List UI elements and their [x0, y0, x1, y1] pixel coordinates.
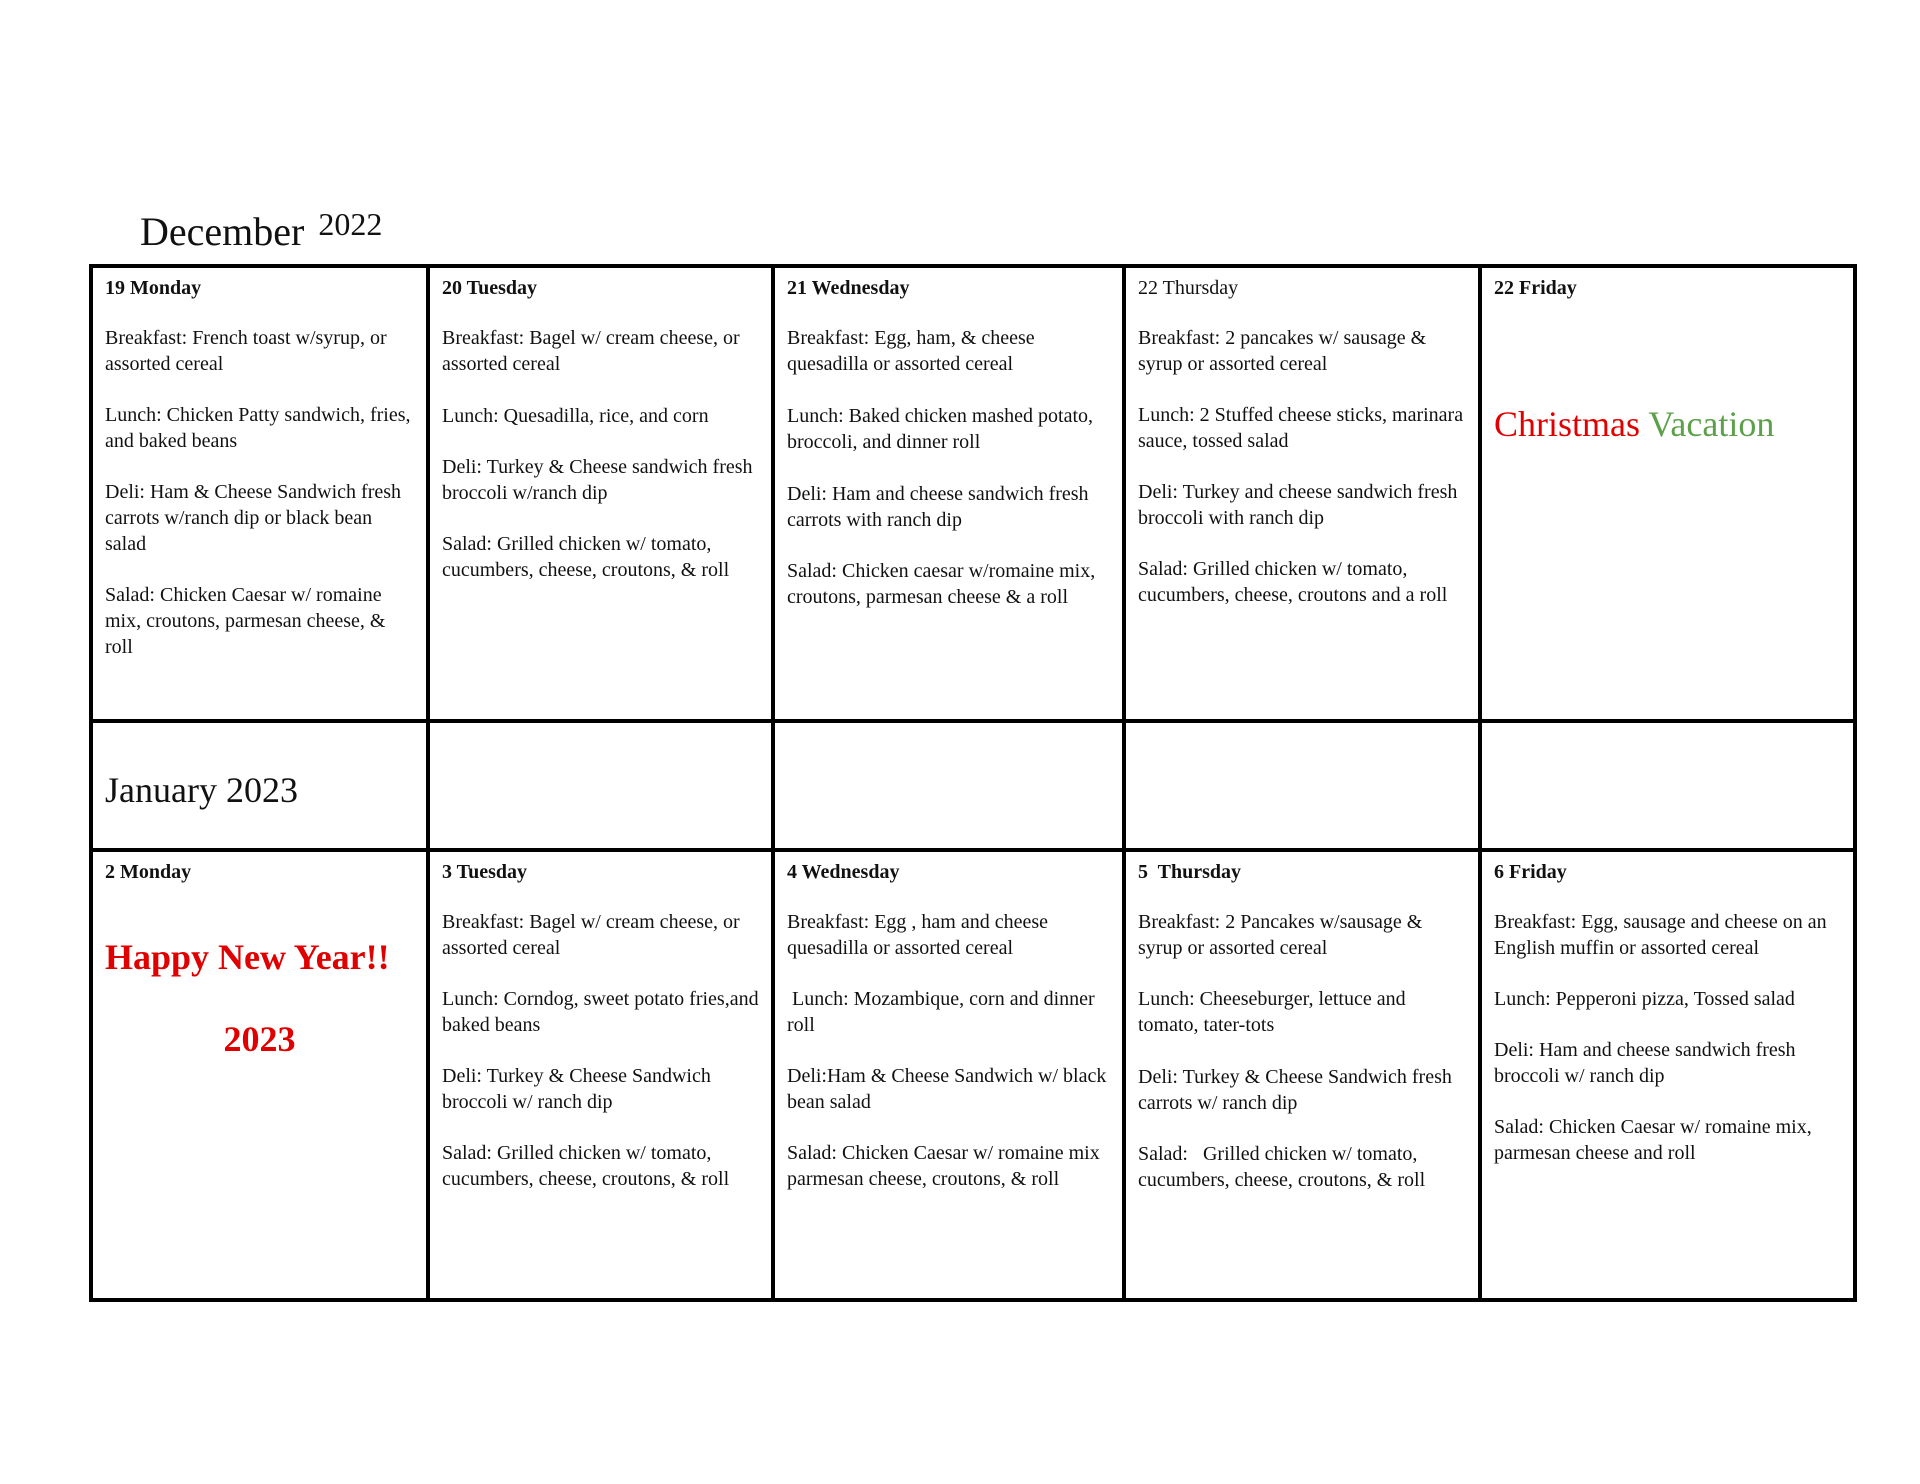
lunch-item: Lunch: 2 Stuffed cheese sticks, marinara sauce, tossed salad	[1138, 404, 1464, 452]
breakfast-item: Breakfast: Bagel w/ cream cheese, or assorted cereal	[442, 911, 740, 959]
lunch-item: Lunch: Pepperoni pizza, Tossed salad	[1494, 988, 1795, 1010]
day-header: 22 Friday	[1494, 277, 1577, 299]
breakfast-item: Breakfast: 2 Pancakes w/sausage & syrup or assorted cereal	[1138, 911, 1423, 959]
deli-item: Deli: Turkey & Cheese Sandwich broccoli w/ ranch dip	[442, 1065, 711, 1113]
december-year: 2022	[318, 206, 383, 242]
salad-item: Salad: Grilled chicken w/ tomato, cucumbers, cheese, croutons and a roll	[1138, 558, 1448, 606]
lunch-item: Lunch: Mozambique, corn and dinner roll	[787, 988, 1100, 1036]
vacation-word-christmas: Christmas	[1494, 404, 1641, 444]
christmas-vacation-notice	[1494, 404, 1841, 444]
deli-item: Deli:Ham & Cheese Sandwich w/ black bean salad	[787, 1065, 1107, 1113]
lunch-item: Lunch: Baked chicken mashed potato, broccoli, and dinner roll	[787, 405, 1094, 453]
lunch-item: Lunch: Chicken Patty sandwich, fries, and baked beans	[105, 404, 411, 452]
menu-calendar	[89, 264, 1857, 1302]
day-cell-dec-20	[428, 266, 773, 721]
salad-item: Salad: Chicken caesar w/romaine mix, croutons, parmesan cheese & a roll	[787, 560, 1096, 608]
deli-item: Deli: Ham and cheese sandwich fresh carrots with ranch dip	[787, 483, 1089, 531]
january-title-row	[91, 721, 1855, 850]
salad-item: Salad: Chicken Caesar w/ romaine mix, parmesan cheese and roll	[1494, 1116, 1812, 1164]
breakfast-item: Breakfast: Egg, sausage and cheese on an English muffin or assorted cereal	[1494, 911, 1827, 959]
lunch-item: Lunch: Quesadilla, rice, and corn	[442, 405, 709, 427]
december-title	[140, 206, 383, 254]
happy-new-year-year: 2023	[223, 1019, 296, 1059]
salad-item: Salad: Chicken Caesar w/ romaine mix parmesan cheese, croutons, & roll	[787, 1142, 1100, 1190]
day-cell-dec-21	[773, 266, 1124, 721]
day-header: 21 Wednesday	[787, 277, 910, 299]
breakfast-item: Breakfast: Bagel w/ cream cheese, or assorted cereal	[442, 327, 740, 375]
day-cell-dec-22-thursday	[1124, 266, 1480, 721]
day-header: 22 Thursday	[1138, 277, 1239, 299]
january-title: January 2023	[105, 770, 298, 810]
december-month: December	[140, 209, 305, 254]
day-cell-jan-3	[428, 850, 773, 1300]
deli-item: Deli: Turkey and cheese sandwich fresh broccoli with ranch dip	[1138, 481, 1458, 529]
breakfast-item: Breakfast: 2 pancakes w/ sausage & syrup or assorted cereal	[1138, 327, 1427, 375]
lunch-item: Lunch: Cheeseburger, lettuce and tomato, tater-tots	[1138, 988, 1406, 1036]
december-week-row	[91, 266, 1855, 721]
happy-new-year-greeting: Happy New Year!!	[105, 937, 390, 977]
deli-item: Deli: Turkey & Cheese sandwich fresh broccoli w/ranch dip	[442, 456, 753, 504]
salad-item: Salad: Grilled chicken w/ tomato, cucumbers, cheese, croutons, & roll	[1138, 1143, 1426, 1191]
day-header: 2 Monday	[105, 861, 192, 883]
breakfast-item: Breakfast: French toast w/syrup, or assorted cereal	[105, 327, 387, 375]
deli-item: Deli: Ham and cheese sandwich fresh broccoli w/ ranch dip	[1494, 1039, 1796, 1087]
day-header: 5 Thursday	[1138, 861, 1242, 883]
deli-item: Deli: Ham & Cheese Sandwich fresh carrots w/ranch dip or black bean salad	[105, 481, 402, 555]
january-week-row	[91, 850, 1855, 1300]
salad-item: Salad: Chicken Caesar w/ romaine mix, croutons, parmesan cheese, & roll	[105, 584, 386, 658]
january-title-cell	[91, 721, 428, 850]
day-cell-jan-4	[773, 850, 1124, 1300]
day-header: 19 Monday	[105, 277, 202, 299]
salad-item: Salad: Grilled chicken w/ tomato, cucumbers, cheese, croutons, & roll	[442, 1142, 730, 1190]
vacation-word-vacation: Vacation	[1648, 404, 1775, 444]
day-cell-dec-19	[91, 266, 428, 721]
empty-cell	[1124, 721, 1480, 850]
empty-cell	[1480, 721, 1855, 850]
lunch-item: Lunch: Corndog, sweet potato fries,and baked beans	[442, 988, 759, 1036]
breakfast-item: Breakfast: Egg , ham and cheese quesadilla or assorted cereal	[787, 911, 1049, 959]
day-cell-dec-22-friday	[1480, 266, 1855, 721]
deli-item: Deli: Turkey & Cheese Sandwich fresh carrots w/ ranch dip	[1138, 1066, 1452, 1114]
day-header: 20 Tuesday	[442, 277, 538, 299]
salad-item: Salad: Grilled chicken w/ tomato, cucumbers, cheese, croutons, & roll	[442, 533, 730, 581]
empty-cell	[428, 721, 773, 850]
day-header: 4 Wednesday	[787, 861, 900, 883]
day-cell-jan-6	[1480, 850, 1855, 1300]
day-cell-jan-5	[1124, 850, 1480, 1300]
breakfast-item: Breakfast: Egg, ham, & cheese quesadilla or assorted cereal	[787, 327, 1035, 375]
day-header: 3 Tuesday	[442, 861, 528, 883]
day-cell-jan-2	[91, 850, 428, 1300]
empty-cell	[773, 721, 1124, 850]
day-header: 6 Friday	[1494, 861, 1567, 883]
